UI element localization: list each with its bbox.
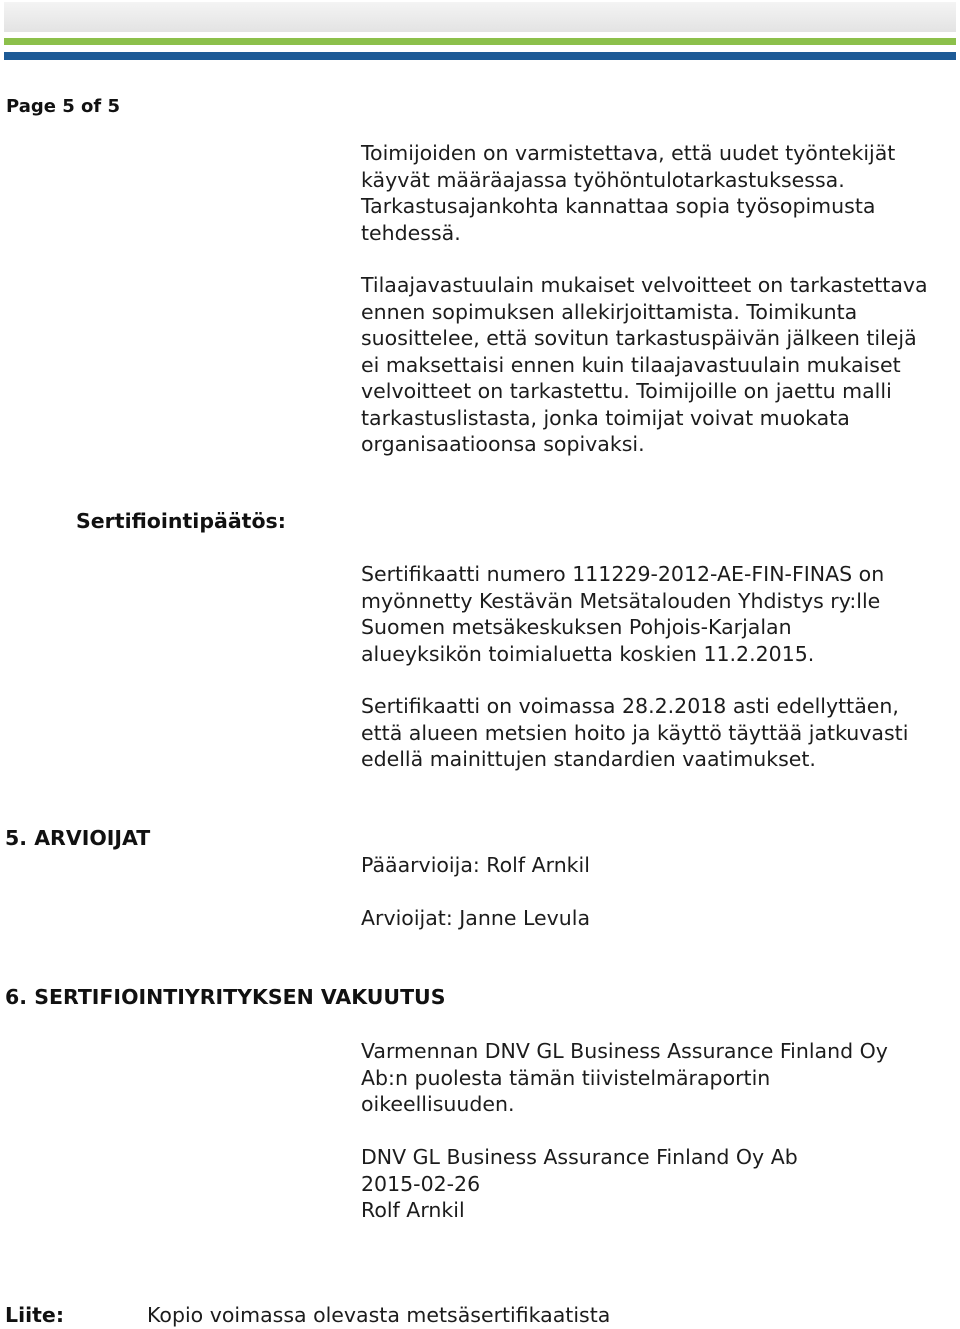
lead-assessor: Pääarvioija: Rolf Arnkil — [361, 853, 590, 877]
text-line: oikeellisuuden. — [361, 1092, 515, 1116]
text-line: suosittelee, että sovitun tarkastuspäivän jälkeen tilejä — [361, 326, 917, 350]
text-line: että alueen metsien hoito ja käyttö täyttää jatkuvasti — [361, 720, 909, 745]
header-green-stripe — [4, 38, 956, 45]
signature-name: Rolf Arnkil — [361, 1198, 465, 1222]
header-blue-stripe — [4, 52, 956, 60]
text-line: ennen sopimuksen allekirjoittamista. Toimikunta — [361, 299, 858, 324]
text-line: tarkastuslistasta, jonka toimijat voivat muokata — [361, 405, 850, 430]
text-line: Sertifikaatti numero 111229-2012-AE-FIN-FINAS on — [361, 562, 885, 586]
text-line: Toimijoiden on varmistettava, että uudet työntekijät — [361, 141, 896, 165]
signature-company: DNV GL Business Assurance Finland Oy Ab — [361, 1145, 798, 1169]
text-line: myönnetty Kestävän Metsätalouden Yhdistys ry:lle — [361, 588, 881, 613]
text-line: Suomen metsäkeskuksen Pohjois-Karjalan — [361, 615, 792, 639]
paragraph-declaration — [361, 1038, 956, 1118]
attachment-label: Liite: — [5, 1303, 65, 1327]
signature-block — [361, 1144, 956, 1224]
paragraph-contractor-liability — [361, 272, 956, 458]
text-line: Varmennan DNV GL Business Assurance Finland Oy — [361, 1039, 888, 1063]
assessors: Arvioijat: Janne Levula — [361, 906, 591, 930]
text-line: Sertifikaatti on voimassa 28.2.2018 asti edellyttäen, — [361, 694, 899, 718]
paragraph-certificate-granted — [361, 561, 956, 667]
section-5-heading: 5. ARVIOIJAT — [5, 826, 151, 850]
header-grey-band — [4, 2, 956, 32]
signature-date: 2015-02-26 — [361, 1171, 481, 1196]
text-line: velvoitteet on tarkastettu. Toimijoille on jaettu malli — [361, 379, 892, 403]
text-line: edellä mainittujen standardien vaatimukset. — [361, 747, 816, 771]
text-line: tehdessä. — [361, 220, 461, 245]
text-line: ei maksettaisi ennen kuin tilaajavastuulain mukaiset — [361, 352, 901, 377]
text-line: alueyksikön toimialuetta koskien 11.2.2015. — [361, 641, 815, 666]
paragraph-new-employees — [361, 140, 956, 246]
paragraph-certificate-validity — [361, 693, 956, 773]
attachment-text: Kopio voimassa olevasta metsäsertifikaatista — [147, 1303, 611, 1327]
text-line: Tilaajavastuulain mukaiset velvoitteet on tarkastettava — [361, 273, 928, 297]
text-line: käyvät määräajassa työhöntulotarkastuksessa. — [361, 167, 845, 192]
page-number: Page 5 of 5 — [6, 96, 120, 117]
text-line: organisaatioonsa sopivaksi. — [361, 432, 645, 456]
certification-decision-heading: Sertifiointipäätös: — [76, 509, 286, 533]
text-line: Tarkastusajankohta kannattaa sopia työsopimusta — [361, 194, 876, 218]
text-line: Ab:n puolesta tämän tiivistelmäraportin — [361, 1065, 771, 1090]
section-6-heading: 6. SERTIFIOINTIYRITYKSEN VAKUUTUS — [5, 985, 446, 1009]
